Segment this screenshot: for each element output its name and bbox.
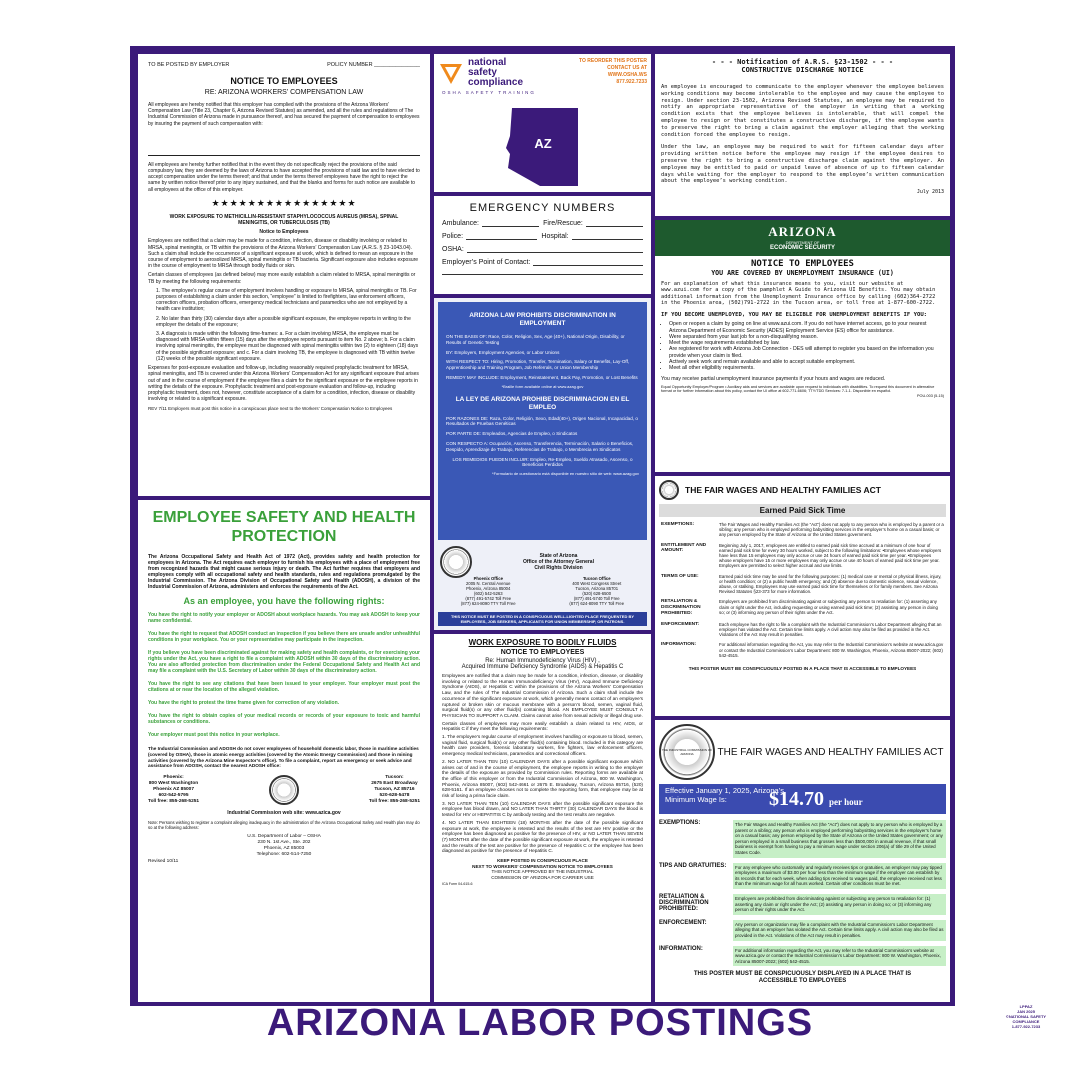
minwage-banner	[659, 784, 946, 814]
mrsa-subtitle: Notice to Employees	[259, 229, 309, 236]
sick-table-row	[659, 621, 946, 642]
point-of-contact-field[interactable]	[533, 265, 643, 266]
nsc-brand-line1: national	[468, 57, 507, 68]
sick-row-text: Earned paid sick time may be used for the following purposes: (1) medical care or mental or physical illness, injury, or health condition; or (2) a public health emergency; and (3) absence due to domestic violence, sexual violence, abuse, or stalking. Employees may use earned paid sick time for themselves or for family members. See Arizona Revised Statutes §23-373 for more information.	[719, 573, 942, 595]
sick-row-text: For additional information regarding the Act, you may refer to the Industrial Commission’s website at www.azica.gov or contact the Industrial Commission’s Labor Department: 800 W. Washington, Phoenix, Arizona 85007-2022; (602) 542-4515.	[719, 642, 944, 658]
sick-row-label: ENFORCEMENT:	[661, 621, 700, 627]
adosh-tucson-office: Tucson: 2675 East Broadway Tucson, AZ 85716 520-628-5478 Toll free: 855-268-5251	[368, 775, 420, 805]
minwage-row-label: ENFORCEMENT:	[659, 919, 707, 926]
sick-row-text: The Fair Wages and Healthy Families Act (the “Act”) does not apply to any person who is employed by a parent or a sibling; any person who is employed performing babysitting services in the employer’s home on a casual basis; or any person employed by the State of Arizona or the United States government.	[719, 522, 944, 538]
bodily-para5: 3. NO LATER THAN TEN (10) CALENDAR DAYS after the possible significant exposure the employee has blood drawn, and NO LATER THAN THIRTY (30) CALENDAR DAYS the blood is tested for HIV or HEPATITIS C by antibody testing and the test results are negative.	[442, 800, 643, 818]
minwage-effective: Effective January 1, 2025, Arizona’s Minimum Wage Is:	[665, 786, 784, 804]
safety-para2: The Industrial Commission and ADOSH do not cover employees of household domestic labor, those in maritime activities (covered by OSHA), those in atomic energy activities (covered by the Atomic Energy Commission) and those in mining activities (covered by the Arizona Mine Inspector’s office). To file a complaint, report an emergency or seek advice and assistance from ADOSH, contact the nearest ADOSH office:	[148, 746, 419, 769]
constructive-date: July 2013	[916, 189, 944, 196]
arizona-state-map	[506, 106, 580, 188]
mrsa-para1: Employees are notified that a claim may be made for a condition, infection, disease or disability involving or related to MRSA, spinal meningitis, or TB within the provisions of the Arizona Workers’ Compensation Law (A.R.S. § 23-1043.04). Such a claim shall include the occurrence of a significant exposure at work, which is defined to mean an exposure in the course of employment to aerosolized MRSA, spinal meningitis or TB bacteria. Significant exposure also includes exposure in the course of employment to MRSA through bodily fluids or skin.	[148, 238, 419, 270]
minwage-row	[659, 946, 946, 967]
ui-bullet: • Are registered for work with Arizona Job Connection - DES will attempt to register you based on the information you provide when your claim is filed.	[669, 346, 944, 359]
bodily-para4: 2. NO LATER THAN TEN (10) CALENDAR DAYS after a possible significant exposure which arises out of and in the course of employment, the employee reports in writing to the employer the details of the exposure as provided by Commission rules. Reporting forms are available at the office of this employer or from the Industrial Commission of Arizona, 800 W. Washington, Phoenix, Arizona 85007, (602) 542-4661 or 2675 E. Broadway, Tucson, Arizona 85716, (520) 628-5161. If an employee chooses not to complete the reporting form, that employee may be at risk of losing a prima facie claim.	[442, 758, 643, 799]
reorder-label: TO REORDER THIS POSTER	[579, 58, 647, 64]
industrial-commission-seal-icon	[269, 775, 299, 805]
tuc-office-title: Tucson Office	[582, 576, 611, 581]
sick-table-row	[659, 542, 946, 573]
fire-label: Fire/Rescue:	[543, 220, 583, 227]
workers-comp-notice	[138, 54, 430, 496]
discrimination-title-es: LA LEY DE ARIZONA PROHIBE DISCRIMINACION EN EL EMPLEO	[455, 395, 630, 411]
minwage-rows	[659, 820, 946, 966]
safety-intro: The Arizona Occupational Safety and Health Act of 1972 (Act), provides safety and health protection for employees in Arizona. The Act requires each employer to furnish his employees with a place of employment free from recognized hazards that might cause serious injury or death. The Act further requires that employers and employees comply with all occupational safety and health standards, rules and regulations promulgated by the Industrial Commission. The Arizona Division of Occupational Safety and Health (ADOSH), a division of the Industrial Commission of Arizona, administers and enforces the requirements of the Act.	[148, 554, 420, 590]
phx-office-address: 2005 N. Central Avenue Phoenix, Arizona 85004 (602) 542-5263 (877) 491-5742 Toll Free (877) 624-8090 TTY Toll Free	[460, 581, 516, 606]
safety-right-item: You have the right to see any citations that have been issued to your employer. Your employer must post the citations at or near the location of the alleged violation.	[148, 681, 420, 693]
nsc-phone: 877.922.7233	[616, 79, 647, 85]
sick-table-row	[659, 598, 946, 620]
page-title: ARIZONA LABOR POSTINGS	[266, 1002, 814, 1044]
workers-comp-para2: All employees are hereby further notified that in the event they do not specifically reject the provisions of the said compulsory law, they are deemed by the laws of Arizona to have accepted the provisions of said law and to have elected to accept compensation under the terms thereof; and that under the terms thereof employees have the right to reject the same by written notice thereof prior to any injury sustained, and that the blanks and forms for such notice are available to all employees at the office of this employer.	[148, 161, 420, 193]
police-label: Police:	[442, 233, 464, 240]
policy-number-label: POLICY NUMBER _______________	[327, 62, 420, 68]
mrsa-item3: 3. A diagnosis is made within the following time-frames: a. For a claim involving MRSA, the employee must be diagnosed with MRSA within fifteen (15) days after the employee reports pursuant to item No. 2 above; b. For a claim involving spinal meningitis, the employee must be diagnosed with spinal meningitis within two (2) to eighteen (18) days of the possible significant exposure; and c. For a claim involving TB, the employee is diagnosed with TB within twelve (12) weeks of the possible significant exposure.	[156, 331, 419, 362]
sick-row-text: Each employee has the right to file a complaint with the Industrial Commission’s Labor Department alleging that an employer has violated the Act. Certain time limits apply. A civil action may also be filed as provided in the Act. Violations of the Act may result in penalties.	[719, 621, 942, 638]
ambulance-label: Ambulance:	[442, 220, 479, 227]
ui-para1: For an explanation of what this insurance means to you, visit our website at www.azui.com for a copy of the pamphlet A Guide to Arizona UI Benefits. You may obtain additional information from the Unemployment Insurance office by calling (602)364-2722 in the Phoenix area, (502)791-2722 in the Tucson area, or toll free at 1-877-600-2722.	[661, 281, 936, 307]
discrimination-poster	[434, 298, 651, 630]
disc-en-respect: WITH RESPECT TO: Hiring, Promotion, Transfer, Termination, Salary or Benefits, Lay-Off, Apprenticeship and Training Program, Job Referrals, or Union Membership	[446, 359, 630, 371]
nsc-website-link[interactable]: WWW.OSHA.WS	[607, 72, 647, 78]
mrsa-para3: Expenses for post-exposure evaluation and follow-up, including reasonably required prophylactic treatment for MRSA, spinal meningitis, and TB is covered under this Arizona Workers’ Compensation Act for any significant exposure that arises out of and in the course of employment if the employee files a claim for the significant exposure or the employee reports in writing the details of the exposure. Prophylactic treatment and post-exposure evaluation and follow-up, including prophylactic treatment, does not, however, constitute acceptance of a claim for a condition, infection, disease or disability involving or related to a significant exposure.	[148, 365, 419, 403]
safety-right-item: You have the right to protest the time frame given for correction of any violation.	[148, 700, 340, 706]
bodily-re2: Acquired Immune Deficiency Syndrome (AIDS) & Hepatitis C	[461, 664, 624, 670]
ag-seal-icon	[440, 546, 472, 578]
dol-address: U.S. Department of Labor – OSHA 230 N. 1st Ave., Ste. 202 Phoenix, AZ 85003 Telephone: 602-514-7250	[247, 834, 321, 857]
employee-safety-notice	[138, 500, 430, 1002]
minimum-wage-notice	[655, 720, 950, 1002]
safety-right-item: You have the right to obtain copies of your medical records or records of your exposure to toxic and harmful substances or conditions.	[148, 713, 420, 725]
ag-office-line3: Civil Rights Division	[534, 565, 583, 571]
nsc-header-panel	[434, 54, 651, 192]
workers-comp-title: NOTICE TO EMPLOYEES	[230, 76, 338, 86]
workers-comp-para1: All employees are hereby notified that this employer has complied with the provisions of the Arizona Workers’ Compensation Law (Title 23, Chapter 6, Arizona Revised Statutes) as amended, and all the rules and regulations of The Industrial Commission of Arizona made in pursuance thereof, and has secured the payment of compensation to employees by insuring the payment of such compensation with:	[148, 102, 420, 127]
safety-right-item: If you believe you have been discriminated against for making safety and health complaints, or for exercising your rights under the Act, you have a right to file a complaint with ADOSH within 30 days of the discriminatory action. You are also afforded protection from discrimination under the Federal Occupational Safety and Health Act and may file a complaint with the U.S. Secretary of Labor within 30 days of the discriminatory action.	[148, 650, 420, 674]
sick-title: THE FAIR WAGES AND HEALTHY FAMILIES ACT	[685, 485, 881, 495]
police-field[interactable]	[466, 239, 537, 240]
ui-para3: You may receive partial unemployment insurance payments if your hours and wages are reduced.	[661, 375, 886, 382]
bodily-title: WORK EXPOSURE TO BODILY FLUIDS	[468, 638, 617, 647]
contact-extra-line	[442, 274, 643, 275]
discrimination-title-en: ARIZONA LAW PROHIBITS DISCRIMINATION IN EMPLOYMENT	[469, 312, 616, 327]
minwage-row	[659, 863, 946, 889]
mrsa-item1: 1. The employee’s regular course of employment involves handling or exposure to MRSA, spinal meningitis or TB. For purposes of establishing a claim under this section, “employee” is limited to firefighters, law enforcement officers, correction officers, probation officers, emergency medical technicians and paramedics who are not employed by a health care institution;	[156, 287, 417, 313]
unemployment-insurance-notice	[655, 220, 950, 472]
minwage-row	[659, 894, 946, 915]
minwage-footer: THIS POSTER MUST BE CONSPICUOUSLY DISPLAYED IN A PLACE THAT IS ACCESSIBLE TO EMPLOYEES	[693, 971, 912, 985]
ui-bullet: • Were separated from your last job for a non-disqualifying reason.	[669, 334, 944, 340]
bodily-footer3: THIS NOTICE APPROVED BY THE INDUSTRIAL	[491, 869, 594, 875]
sick-table-row	[659, 521, 946, 542]
mrsa-para2: Certain classes of employees (as defined below) may more easily establish a claim related to MRSA, spinal meningitis or TB by meeting the following requirements:	[148, 272, 416, 285]
bodily-fluids-notice	[434, 634, 651, 1002]
ica-seal-text: THE INDUSTRIAL COMMISSION OF ARIZONA	[661, 748, 713, 756]
fire-field[interactable]	[586, 226, 643, 227]
disc-en-braille: *Braille form available online at www.azag.gov	[501, 383, 584, 389]
bodily-re1: Re: Human Immunodeficiency Virus (HIV) ,	[485, 658, 600, 664]
hospital-field[interactable]	[572, 239, 643, 240]
sick-table-row	[659, 641, 946, 662]
constructive-title: - - - Notification of A.R.S. §23-1502 - - -	[711, 58, 894, 66]
emergency-title: EMERGENCY NUMBERS	[469, 202, 616, 214]
ui-form-number: POU-003 (5-15)	[916, 394, 944, 399]
constructive-para1: An employee is encouraged to communicate to the employer whenever the employee believes working conditions may become intolerable to the employee and may cause the employee to resign. Under section 23-1502, Arizona Revised Statutes, an employee may be required to notify an appropriate representative of the employer in writing that a working condition exists that the employee believes is intolerable, that will compel the employee to resign or that constitutes a constructive discharge, if the employee wants to preserve the right to bring a claim against the employer alleging that the working condition forced the employee to resign.	[661, 84, 944, 138]
sick-row-label: TERMS OF USE:	[661, 573, 699, 579]
paid-sick-time-notice	[655, 476, 950, 716]
posted-by-label: TO BE POSTED BY EMPLOYER	[148, 62, 230, 68]
constructive-discharge-notice	[655, 54, 950, 216]
disc-es-basis: POR RAZONES DE: Raza, Color, Religión, Sexo, Edad(40+), Origen Nacional, Incapacidad, o Resultados de Pruebas Genéticas	[446, 415, 638, 427]
safety-right-item: You have the right to notify your employer or ADOSH about workplace hazards. You may ask ADOSH to keep your name confidential.	[148, 612, 420, 624]
mrsa-item2: 2. No later than thirty (30) calendar days after a possible significant exposure, the employee reports in writing to the employer the details of the exposure;	[156, 315, 411, 328]
ui-bullet: • Meet all other eligibility requirements.	[669, 365, 944, 371]
ambulance-field[interactable]	[482, 226, 539, 227]
ui-subtitle: YOU ARE COVERED BY UNEMPLOYMENT INSURANCE (UI)	[711, 269, 894, 277]
safety-revised: Revised 10/11	[148, 859, 179, 865]
sick-row-label: ENTITLEMENT AND AMOUNT:	[661, 542, 707, 554]
constructive-subtitle: CONSTRUCTIVE DISCHARGE NOTICE	[741, 66, 864, 74]
bodily-footer2: NEXT TO WORKERS’ COMPENSATION NOTICE TO EMPLOYEES	[472, 863, 613, 869]
ag-office-line1: State of Arizona	[539, 553, 578, 559]
corner-form-info: LPPAZ JAN 2025 ©NATIONAL SAFETY COMPLIANCE 1-877-922-7233	[1005, 1004, 1047, 1029]
sick-row-label: EXEMPTIONS:	[661, 522, 695, 527]
stars-divider: ★★★★★★★★★★★★★★★★	[211, 197, 357, 208]
osha-field[interactable]	[467, 252, 643, 253]
ui-bullet: • Meet the wage requirements established by law.	[669, 340, 944, 346]
nsc-tagline: OSHA SAFETY TRAINING	[442, 90, 536, 95]
minwage-row-text: For any employee who customarily and regularly receives tips or gratuities, an employer may pay tipped employees a maximum of $3.00 per hour less than the minimum wage if the employer can establish by its records that for each week, when adding tips received to wages paid, the employee received not less than the minimum wage for all hours worked. Certain other conditions must be met.	[733, 863, 946, 889]
minwage-row-label: TIPS AND GRATUITIES:	[659, 862, 727, 869]
osha-label: OSHA:	[442, 246, 464, 253]
sick-subtitle: Earned Paid Sick Time	[659, 504, 946, 517]
nsc-logo-icon	[438, 60, 464, 86]
minwage-row-label: EXEMPTIONS:	[659, 820, 701, 826]
ui-eligibility-list	[661, 321, 944, 371]
safety-right-item: You have the right to request that ADOSH conduct an inspection if you believe there are unsafe and/or unhealthful conditions in your workplace. You or your representative may participate in the inspection.	[148, 631, 420, 643]
disc-en-remedy: REMEDY MAY INCLUDE: Employment, Reinstatement, Back Pay, Promotion, or Lost Benefits	[446, 374, 638, 380]
contact-label-field: Employer’s Point of Contact:	[442, 259, 531, 266]
ui-eo-statement: Equal Opportunity Employer/Program • Auxiliary aids and services are available upon request to individuals with disabilities. To request this document in alternative format or for further information about this policy, contact the UI office at 602-771-6606; TTY/TDD Services: 7-1-1. Disponible en español.	[661, 384, 935, 394]
bodily-subtitle: NOTICE TO EMPLOYEES	[500, 649, 585, 656]
workers-comp-footer: REV 7/11 Employers must post this notice in a conspicuous place next to the Workers’ Compensation Notice to Employees	[148, 406, 393, 412]
nsc-brand-line3: compliance	[468, 77, 524, 88]
safety-rights-title: As an employee, you have the following rights:	[183, 596, 385, 606]
nsc-brand-line2: safety	[468, 67, 497, 78]
safety-rights-list	[148, 612, 420, 738]
phx-office-title: Phoenix Office	[473, 576, 503, 581]
sick-row-text: Beginning July 1, 2017, employees are entitled to earned paid sick time accrued at a minimum of one hour of earned paid sick time for every 30 hours worked, subject to the following limitations: •Employees whose employers have less than 15 employees may only accrue or use 24 hours of earned paid sick time per year. •Employees whose employers have 15 or more employees may only accrue or use 40 hours of earned paid sick time per year. Employers are permitted to select higher accrual and use limits.	[719, 542, 942, 569]
adosh-phoenix-office: Phoenix: 800 West Washington Phoenix AZ 85007 602-542-5795 Toll free: 855-268-5251	[148, 775, 200, 805]
workers-comp-subtitle: RE: ARIZONA WORKERS’ COMPENSATION LAW	[204, 89, 364, 96]
minwage-row-text: Employers are prohibited from discriminating against or subjecting any person to retaliation for: (1) asserting any claim or right under the Act; (2) assisting any person in doing so; or (3) informing any person of their rights under the Act.	[733, 894, 946, 915]
discrimination-footer: THIS NOTICE MUST BE POSTED IN A CONSPICUOUS WELL-LIGHTED PLACE FREQUENTED BY EMPLOYEES, JOB SEEKERS, APPLICANTS FOR UNION MEMBERSHIP, OR PATRONS.	[438, 612, 647, 626]
minwage-row-label: INFORMATION:	[659, 945, 703, 952]
sick-row-text: Employers are prohibited from discriminating against or subjecting any person to retaliation for: (1) asserting any claim or right under the Act, including requesting or using earned paid sick time; (2) assisting any person in doing so; or (3) informing any person of their rights under the Act.	[719, 599, 938, 615]
des-logo-dept: DEPARTMENT OF	[785, 240, 820, 245]
minwage-row-text: For additional information regarding the Act, you may refer to the Industrial Commission’s website at www.azica.gov or contact the Industrial Commission’s Labor Department: 800 W. Washington, Phoenix, Arizona 85007-2022; (602) 542-4515.	[733, 946, 946, 967]
minwage-title: THE FAIR WAGES AND HEALTHY FAMILIES ACT	[717, 746, 944, 758]
tuc-office-address: 400 West Congress Street Tucson, Arizona 85701 (520) 628-6500 (877) 491-5740 Toll Free (877) 624-8090 TTY Toll Free	[569, 581, 625, 606]
bodily-para6: 4. NO LATER THAN EIGHTEEN (18) MONTHS after the date of the possible significant exposure at work, the employee is retested and the results of the test are HIV positive or the employee has been diagnosed as positive for the presence of HIV, or NO LATER THAN SEVEN (7) MONTHS after the date of the possible significant exposure at work, the employee is retested and the results of the test are positive for the presence of Hepatitis C or the employee has been diagnosed as positive for the presence of Hepatitis C.	[442, 819, 643, 854]
disc-es-remedy: LOS REMEDIOS PUEDEN INCLUIR: Empleo, Re-Empleo, Sueldo Atrasado, Ascenso, o Beneficios Perdidos	[452, 456, 633, 468]
minwage-row-label: RETALIATION & DISCRIMINATION PROHIBITED:	[659, 893, 709, 912]
ag-office-line2: Office of the Attorney General	[523, 559, 594, 565]
ui-bullet: • Open or reopen a claim by going on line at www.azui.com. If you do not have internet access, go to your nearest Arizona Department of Economic Security (ADES) Employment Service (ES) office for assistance.	[669, 321, 944, 334]
des-logo	[655, 220, 950, 256]
disc-es-respect: CON RESPECTO A: Ocupación, Ascenso, Transferencia, Terminación, Salario o Beneficios, Despido, Aprendizaje de Trabajo, Referencias de Trabajo, o Membrecia en Sindicatos	[446, 440, 634, 452]
sick-table-row	[659, 573, 946, 599]
disc-es-form: *Formulario de cuestionario está disponible en nuestro sitio de web: www.azag.gov	[492, 471, 639, 477]
safety-note: Note: Persons wishing to register a complaint alleging inadequacy in the administration of the Arizona Occupational Safety and Health plan may do so at the following address:	[148, 820, 420, 831]
minwage-row	[659, 920, 946, 941]
minwage-row-text: Any person or organization may file a complaint with the Industrial Commission’s Labor Department alleging that an employer has violated the Act. Certain time limits apply. A civil action may also be filed as provided in the Act. Violations of the Act may result in penalties.	[733, 920, 946, 941]
ui-bullet: • Actively seek work and remain available and able to accept suitable employment.	[669, 359, 944, 365]
ui-title: NOTICE TO EMPLOYEES	[751, 259, 854, 269]
bodily-para3: 1. The employee’s regular course of employment involves handling or exposure to blood, semen, vaginal fluid, surgical fluid(s) or any other fluid(s) containing blood. Included in this category are health care providers, forensic laboratory workers, fire fighters, law enforcement officers, emergency medical technicians, paramedics and correctional officers.	[442, 734, 643, 757]
ica-seal-icon	[659, 480, 679, 500]
bodily-para1: Employees are notified that a claim may be made for a condition, infection, disease, or disability involving or related to the Human Immunodeficiency Virus (HIV), Acquired Immune Deficiency Syndrome (AIDS), or Hepatitis C within the provisions of the Arizona Workers’ Compensation Law, and the rules of The Industrial Commission of Arizona. Such a claim shall include the occurrence of the significant exposure at work, which generally means contact of an employee’s ruptured or broken skin or mucous membrane with a person’s blood, semen, vaginal fluid, surgical fluid(s) or any other fluid(s) containing blood. AN EMPLOYEE MUST CONSULT A PHYSICIAN TO SUPPORT A CLAIM. Claims cannot arise from sexual activity or illegal drug use.	[442, 673, 643, 718]
des-logo-des: ECONOMIC SECURITY	[769, 245, 835, 251]
contact-label: CONTACT US AT	[607, 65, 647, 71]
ica-website[interactable]: Industrial Commission web site: www.azica.gov	[227, 810, 341, 817]
constructive-para2: Under the law, an employee may be required to wait for fifteen calendar days after providing written notice before the employee may resign if the employee desires to preserve the right to bring a constructive discharge claim against the employer. An employee may be entitled to paid or unpaid leave of absence of up to fifteen calendar days while waiting for the employer to respond to the employee’s written communication about the employee’s working condition.	[661, 144, 944, 185]
safety-title: EMPLOYEE SAFETY AND HEALTH PROTECTION	[152, 509, 416, 545]
mrsa-title: WORK EXPOSURE TO METHICILLIN-RESISTANT STAPHYLOCOCCUS AUREUS (MRSA), SPINAL MENINGITIS, OR TUBERCULOSIS (TB)	[169, 213, 399, 227]
bodily-para2: Certain classes of employees may more easily establish a claim related to HIV, AIDS, or Hepatitis C if they meet the following requirements:	[442, 720, 643, 732]
bodily-footer4: COMMISSION OF ARIZONA FOR CARRIER USE	[491, 874, 594, 880]
safety-right-item: Your employer must post this notice in your workplace.	[148, 732, 280, 738]
des-logo-arizona: ARIZONA	[768, 224, 837, 239]
sick-row-label: INFORMATION:	[661, 642, 697, 648]
minwage-per: per hour	[829, 797, 863, 807]
disc-en-basis: ON THE BASIS OF: Race, Color, Religion, Sex, Age (40+), National Origin, Disability, or Results of Genetic Testing	[446, 334, 625, 345]
bodily-form-number: ICA Form 04-615-6	[442, 882, 473, 887]
ui-heading2: IF YOU BECOME UNEMPLOYED, YOU MAY BE ELIGIBLE FOR UNEMPLOYMENT BENEFITS IF YOU:	[661, 311, 928, 318]
ica-large-seal-icon	[659, 724, 715, 780]
disc-en-by: BY: Employers, Employment Agencies, or Labor Unions	[446, 349, 560, 355]
sick-table	[659, 521, 946, 662]
sick-footer: THIS POSTER MUST BE CONSPICUOUSLY POSTED IN A PLACE THAT IS ACCESSIBLE TO EMPLOYEES	[688, 666, 917, 672]
hospital-label: Hospital:	[541, 233, 569, 240]
minwage-amount: $14.70	[769, 788, 824, 810]
state-abbrev: AZ	[534, 136, 552, 151]
disc-es-by: POR PARTE DE: Empleados, Agencias de Empleo, o Sindicatos	[446, 431, 578, 437]
sick-row-label: RETALIATION & DISCRIMINATION PROHIBITED:	[661, 599, 701, 617]
minwage-row	[659, 820, 946, 858]
bodily-footer1: KEEP POSTED IN CONSPICUOUS PLACE	[497, 858, 588, 864]
insurer-line	[148, 155, 420, 156]
emergency-numbers-panel	[434, 196, 651, 294]
minwage-row-text: The Fair Wages and Healthy Families Act (the “Act”) does not apply to any person who is employed by a parent or a sibling; any person who is employed performing babysitting services in the employer’s home on a casual basis; any person employed by the State of Arizona or the United States government; or any person employed in a small business that grosses less than $500,000 in annual revenue, if that small business is exempt from having to pay a minimum wage under section 206(a) of title 29 of the United States Code.	[733, 820, 946, 858]
